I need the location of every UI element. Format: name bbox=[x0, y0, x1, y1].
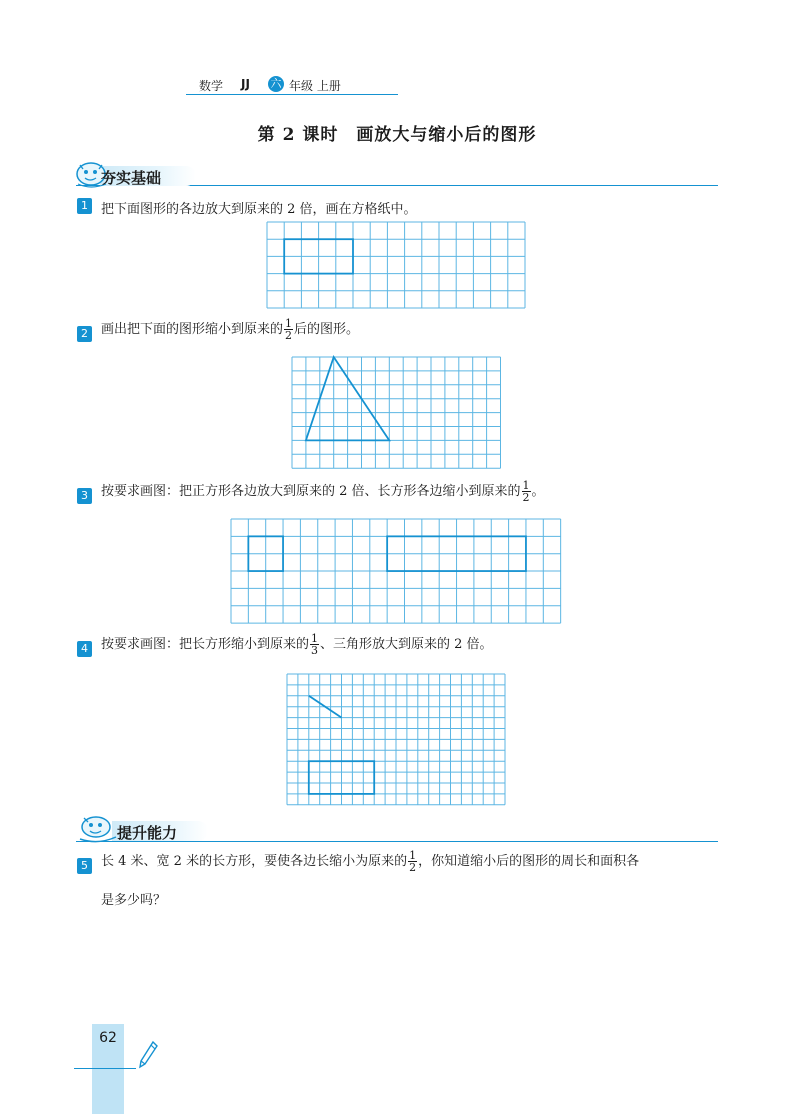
fraction-numerator: 1 bbox=[522, 479, 530, 492]
question-number: 3 bbox=[77, 488, 92, 504]
cartoon-character-icon bbox=[76, 814, 122, 842]
question-2-text bbox=[101, 318, 359, 341]
page-number-rule bbox=[74, 1068, 136, 1069]
fraction-one-half bbox=[408, 850, 417, 873]
question-number: 5 bbox=[77, 858, 92, 874]
grade-badge: 六 bbox=[268, 76, 284, 92]
fraction-denominator: 2 bbox=[522, 491, 530, 504]
grid-paper-2 bbox=[292, 357, 500, 469]
question-5-text-after: ，你知道缩小后的图形的周长和面积各 bbox=[418, 854, 640, 869]
question-4-text-after: 、三角形放大到原来的 2 倍。 bbox=[320, 637, 493, 652]
question-5-text bbox=[101, 850, 639, 873]
fraction-numerator: 1 bbox=[311, 632, 319, 645]
header-version: JJ bbox=[241, 77, 250, 91]
header-grade-term: 年级 上册 bbox=[289, 79, 341, 93]
question-3-text-before: 按要求画图：把正方形各边放大到原来的 2 倍、长方形各边缩小到原来的 bbox=[101, 484, 521, 499]
fraction-one-half bbox=[284, 318, 293, 341]
section-title-basic: 夯实基础 bbox=[101, 169, 162, 187]
fraction-numerator: 1 bbox=[409, 849, 417, 862]
question-number: 1 bbox=[77, 198, 92, 214]
fraction-one-half bbox=[522, 480, 531, 503]
pencil-icon bbox=[137, 1040, 159, 1070]
question-1-text: 把下面图形的各边放大到原来的 2 倍，画在方格纸中。 bbox=[101, 202, 417, 217]
lesson-title: 第 2 课时 画放大与缩小后的图形 bbox=[257, 125, 537, 145]
question-4-text bbox=[101, 633, 493, 656]
grid-paper-3 bbox=[231, 519, 561, 623]
grid-paper-4 bbox=[287, 674, 505, 804]
question-number: 2 bbox=[77, 326, 92, 342]
grid-paper-1 bbox=[267, 222, 525, 308]
question-4-text-before: 按要求画图：把长方形缩小到原来的 bbox=[101, 637, 310, 652]
header-rule bbox=[186, 94, 398, 95]
fraction-one-third bbox=[310, 633, 319, 656]
fraction-denominator: 2 bbox=[285, 329, 293, 342]
fraction-denominator: 3 bbox=[311, 644, 319, 657]
question-2-text-before: 画出把下面的图形缩小到原来的 bbox=[101, 322, 284, 337]
question-2-text-after: 后的图形。 bbox=[294, 322, 360, 337]
page-number: 62 bbox=[99, 1030, 117, 1046]
question-5-text-before: 长 4 米、宽 2 米的长方形，要使各边长缩小为原来的 bbox=[101, 854, 408, 869]
question-number: 4 bbox=[77, 641, 92, 657]
fraction-denominator: 2 bbox=[409, 861, 417, 874]
question-5-text-line2: 是多少吗？ bbox=[101, 893, 167, 908]
section-title-advanced: 提升能力 bbox=[117, 824, 178, 842]
question-3-text-after: 。 bbox=[531, 484, 545, 499]
question-3-text bbox=[101, 480, 545, 503]
header-subject: 数学 bbox=[199, 79, 224, 93]
fraction-numerator: 1 bbox=[285, 317, 293, 330]
